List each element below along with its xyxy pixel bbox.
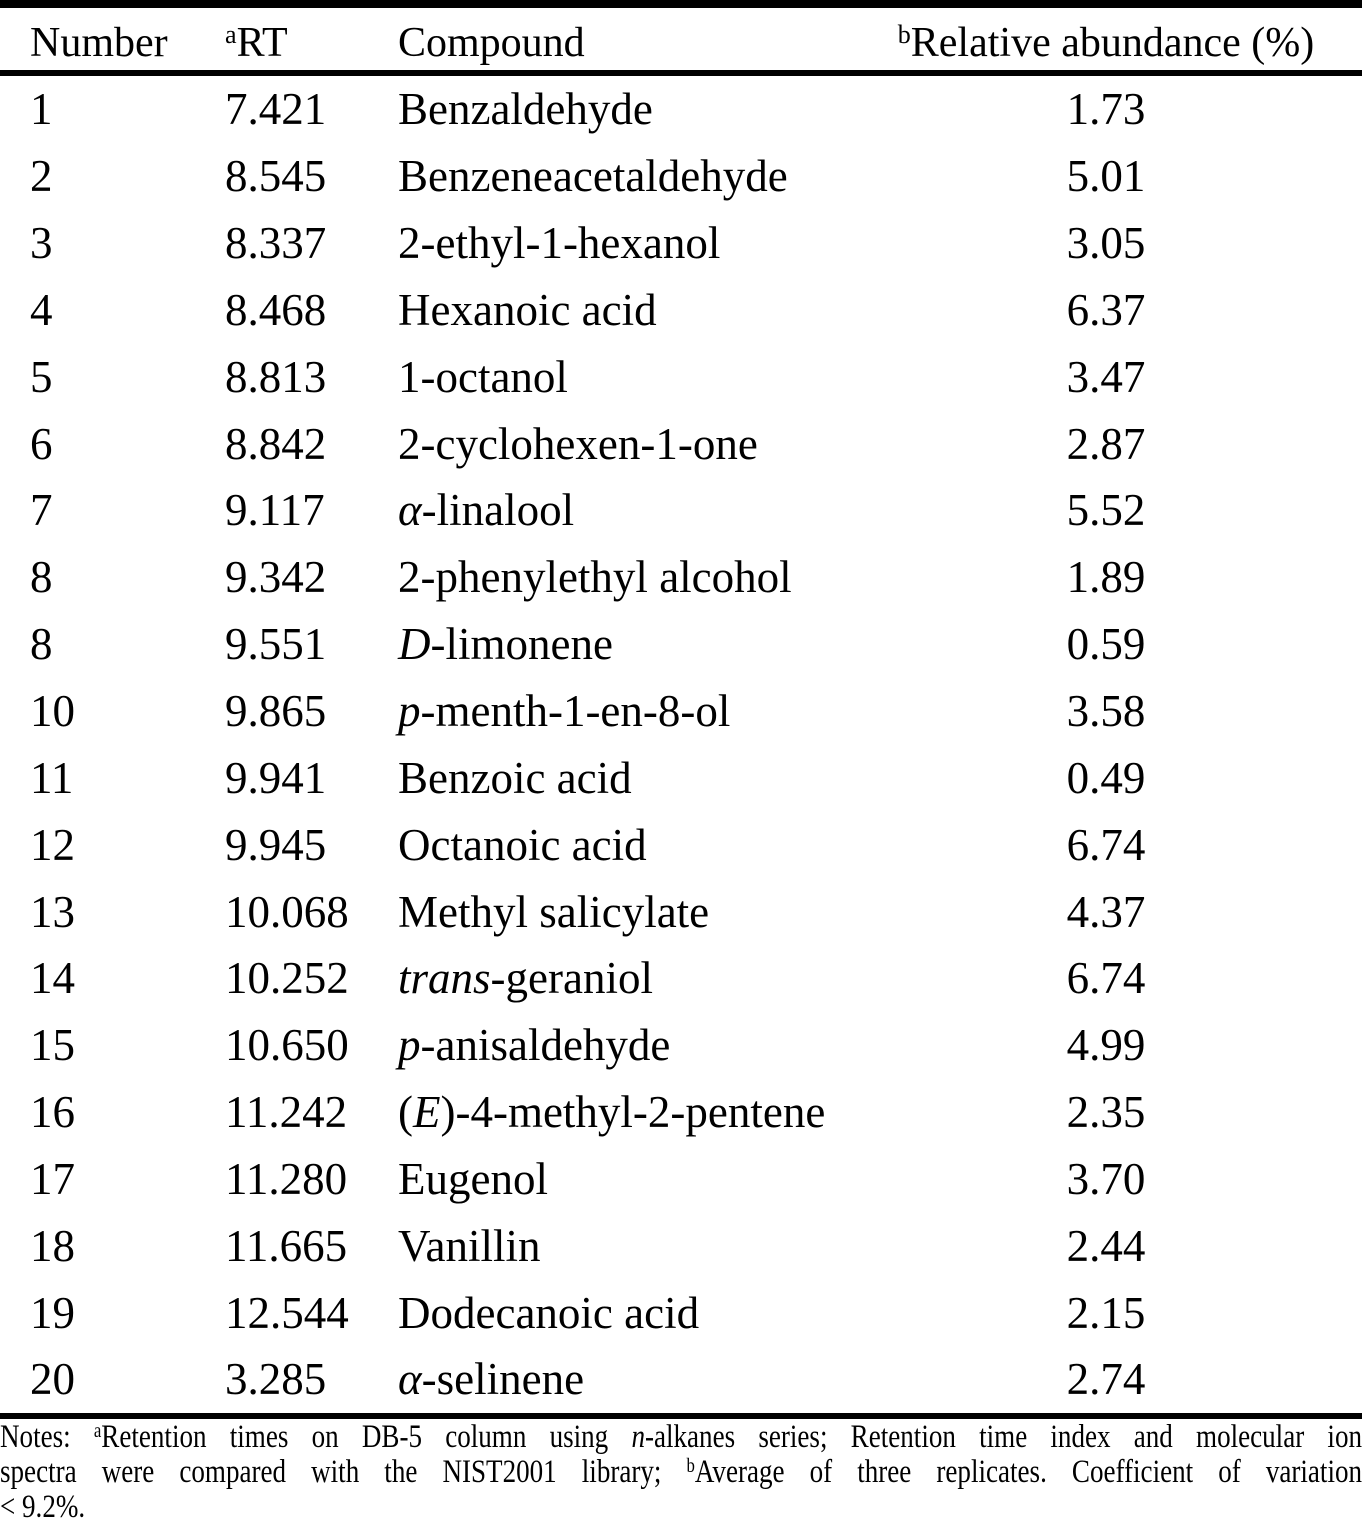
compound-cell: D-limonene bbox=[398, 619, 613, 670]
table-row bbox=[0, 1146, 1362, 1213]
compound-cell: p-anisaldehyde bbox=[398, 1020, 671, 1071]
table-row bbox=[0, 477, 1362, 544]
rt-cell: 8.842 bbox=[225, 418, 327, 469]
abundance-cell: 0.49 bbox=[1066, 752, 1146, 803]
abundance-cell: 0.59 bbox=[1066, 619, 1146, 670]
rt-cell: 8.337 bbox=[225, 218, 327, 269]
row-number-cell: 11 bbox=[30, 752, 74, 803]
row-number-cell: 2 bbox=[30, 151, 53, 202]
notes-line-2: spectra were compared with the NIST2001 library; $^b$Average of three replicates. Coefficient of variation bbox=[0, 1453, 1362, 1490]
abundance-cell: 3.58 bbox=[1066, 686, 1146, 737]
row-number-cell: 1 bbox=[30, 84, 53, 135]
row-number-cell: 3 bbox=[30, 218, 53, 269]
row-number-cell: 4 bbox=[30, 284, 53, 335]
notes-line-1: Notes: $^a$Retention times on DB-5 column using n-alkanes series; Retention time index and molecular ion bbox=[0, 1418, 1362, 1455]
row-number-cell: 20 bbox=[30, 1354, 75, 1405]
abundance-cell: 2.44 bbox=[1066, 1220, 1146, 1271]
row-number-cell: 12 bbox=[30, 819, 75, 870]
row-number-cell: 8 bbox=[30, 619, 53, 670]
table-row bbox=[0, 143, 1362, 210]
rt-cell: 8.813 bbox=[225, 351, 327, 402]
table-row bbox=[0, 611, 1362, 678]
abundance-cell: 3.47 bbox=[1066, 351, 1146, 402]
rt-cell: 9.551 bbox=[225, 619, 327, 670]
rt-cell: 9.945 bbox=[225, 819, 327, 870]
abundance-cell: 6.74 bbox=[1066, 953, 1146, 1004]
rt-cell: 8.468 bbox=[225, 284, 327, 335]
rt-cell: 9.342 bbox=[225, 552, 327, 603]
abundance-cell: 1.89 bbox=[1066, 552, 1146, 603]
compound-cell: Eugenol bbox=[398, 1153, 548, 1204]
compound-cell: 2-ethyl-1-hexanol bbox=[398, 218, 721, 269]
row-number-cell: 17 bbox=[30, 1153, 75, 1204]
abundance-cell: 2.15 bbox=[1066, 1287, 1146, 1338]
row-number-cell: 8 bbox=[30, 552, 53, 603]
row-number-cell: 13 bbox=[30, 886, 75, 937]
table-row bbox=[0, 1279, 1362, 1346]
abundance-cell: 3.05 bbox=[1066, 218, 1146, 269]
abundance-cell: 1.73 bbox=[1066, 84, 1146, 135]
abundance-cell: 5.01 bbox=[1066, 151, 1146, 202]
compound-cell: p-menth-1-en-8-ol bbox=[398, 686, 731, 737]
rt-cell: 9.117 bbox=[225, 485, 325, 536]
compound-cell: Vanillin bbox=[398, 1220, 541, 1271]
abundance-cell: 3.70 bbox=[1066, 1153, 1146, 1204]
compound-cell: 1-octanol bbox=[398, 351, 568, 402]
rt-cell: 10.252 bbox=[225, 953, 349, 1004]
rt-cell: 7.421 bbox=[225, 84, 327, 135]
compound-cell: Dodecanoic acid bbox=[398, 1287, 700, 1338]
compound-cell: Benzaldehyde bbox=[398, 84, 653, 135]
compound-cell: (E)-4-methyl-2-pentene bbox=[398, 1087, 826, 1138]
abundance-cell: 2.74 bbox=[1066, 1354, 1146, 1405]
col-header-compound: Compound bbox=[398, 20, 585, 66]
rt-cell: 9.941 bbox=[225, 752, 327, 803]
row-number-cell: 14 bbox=[30, 953, 75, 1004]
compound-cell: 2-cyclohexen-1-one bbox=[398, 418, 758, 469]
compound-cell: α-linalool bbox=[398, 485, 575, 536]
abundance-cell: 4.37 bbox=[1066, 886, 1146, 937]
compound-cell: Benzoic acid bbox=[398, 752, 632, 803]
rt-cell: 10.068 bbox=[225, 886, 349, 937]
col-header-abundance: $^b$Relative abundance (%) bbox=[897, 19, 1315, 66]
row-number-cell: 7 bbox=[30, 485, 53, 536]
rt-cell: 3.285 bbox=[225, 1354, 327, 1405]
compound-cell: α-selinene bbox=[398, 1354, 585, 1405]
table-row bbox=[0, 210, 1362, 277]
rt-cell: 10.650 bbox=[225, 1020, 349, 1071]
rt-cell: 11.280 bbox=[225, 1153, 348, 1204]
table-row bbox=[0, 945, 1362, 1012]
table-row bbox=[0, 76, 1362, 143]
row-number-cell: 18 bbox=[30, 1220, 75, 1271]
table-notes bbox=[0, 1420, 1362, 1525]
row-number-cell: 10 bbox=[30, 686, 75, 737]
table-row bbox=[0, 343, 1362, 410]
table-body bbox=[0, 76, 1362, 1413]
table-row bbox=[0, 1212, 1362, 1279]
table-row bbox=[0, 544, 1362, 611]
table-row bbox=[0, 878, 1362, 945]
row-number-cell: 19 bbox=[30, 1287, 75, 1338]
table-row bbox=[0, 1012, 1362, 1079]
notes-line-3: < 9.2%. bbox=[0, 1488, 86, 1525]
row-number-cell: 15 bbox=[30, 1020, 75, 1071]
abundance-cell: 6.37 bbox=[1066, 284, 1146, 335]
compound-cell: Benzeneacetaldehyde bbox=[398, 151, 788, 202]
abundance-cell: 2.35 bbox=[1066, 1087, 1146, 1138]
abundance-cell: 2.87 bbox=[1066, 418, 1146, 469]
compound-cell: trans-geraniol bbox=[398, 953, 653, 1004]
table-row bbox=[0, 277, 1362, 344]
col-header-rt: $^a$RT bbox=[225, 19, 288, 66]
table-row bbox=[0, 744, 1362, 811]
compound-cell: Methyl salicylate bbox=[398, 886, 710, 937]
table-row bbox=[0, 678, 1362, 745]
abundance-cell: 6.74 bbox=[1066, 819, 1146, 870]
rt-cell: 12.544 bbox=[225, 1287, 349, 1338]
compound-cell: Octanoic acid bbox=[398, 819, 647, 870]
abundance-cell: 5.52 bbox=[1066, 485, 1146, 536]
table-row bbox=[0, 1079, 1362, 1146]
table-row bbox=[0, 1346, 1362, 1413]
abundance-cell: 4.99 bbox=[1066, 1020, 1146, 1071]
row-number-cell: 6 bbox=[30, 418, 53, 469]
rt-cell: 8.545 bbox=[225, 151, 327, 202]
row-number-cell: 16 bbox=[30, 1087, 75, 1138]
table-header-row bbox=[0, 8, 1362, 70]
compound-cell: 2-phenylethyl alcohol bbox=[398, 552, 792, 603]
col-header-number: Number bbox=[30, 20, 168, 66]
table-row bbox=[0, 410, 1362, 477]
rt-cell: 9.865 bbox=[225, 686, 327, 737]
compound-cell: Hexanoic acid bbox=[398, 284, 657, 335]
rt-cell: 11.665 bbox=[225, 1220, 348, 1271]
row-number-cell: 5 bbox=[30, 351, 53, 402]
table-top-rule bbox=[0, 0, 1362, 8]
rt-cell: 11.242 bbox=[225, 1087, 348, 1138]
table-row bbox=[0, 811, 1362, 878]
